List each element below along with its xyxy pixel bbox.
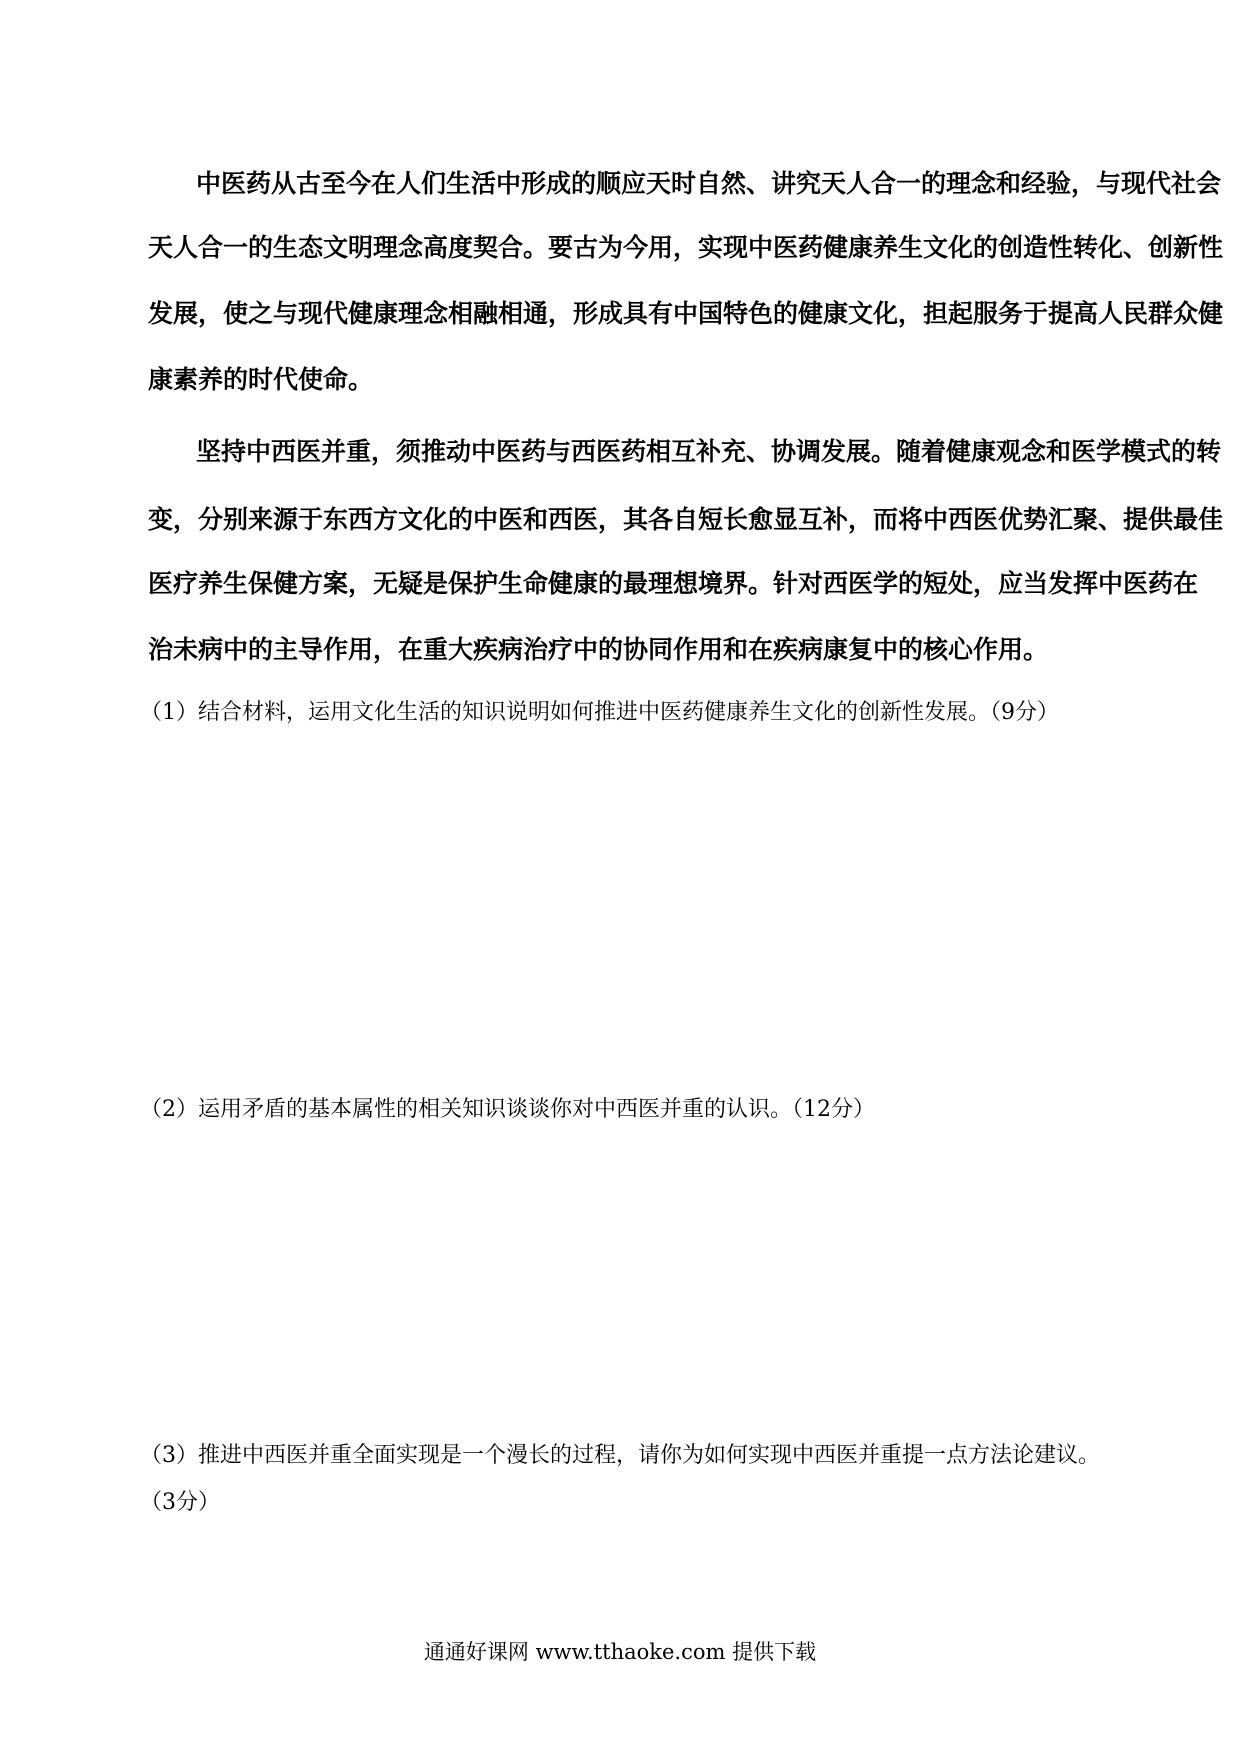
paragraph-line: 康素养的时代使命。 [148, 365, 374, 394]
paragraph-line: 发展，使之与现代健康理念相融相通，形成具有中国特色的健康文化，担起服务于提高人民群众健 [148, 299, 1224, 328]
paragraph-line: 坚持中西医并重，须推动中医药与西医药相互补充、协调发展。随着健康观念和医学模式的转 [196, 437, 1222, 466]
paragraph-line: 中医药从古至今在人们生活中形成的顺应天时自然、讲究天人合一的理念和经验，与现代社会 [196, 169, 1222, 198]
page-footer: 通通好课网 www.tthaoke.com 提供下载 [423, 1640, 817, 1664]
paragraph-line: 医疗养生保健方案，无疑是保护生命健康的最理想境界。针对西医学的短处，应当发挥中医药在 [148, 569, 1199, 598]
question-3-score: （3分） [140, 1490, 220, 1515]
paragraph-line: 治未病中的主导作用，在重大疾病治疗中的协同作用和在疾病康复中的核心作用。 [148, 635, 1049, 664]
paragraph-line: 变，分别来源于东西方文化的中医和西医，其各自短长愈显互补，而将中西医优势汇聚、提供最佳 [148, 505, 1224, 534]
question-3: （3）推进中西医并重全面实现是一个漫长的过程，请你为如何实现中西医并重提一点方法论建议。 [140, 1443, 1101, 1468]
question-2: （2）运用矛盾的基本属性的相关知识谈谈你对中西医并重的认识。（12分） [140, 1097, 875, 1122]
paragraph-line: 天人合一的生态文明理念高度契合。要古为今用，实现中医药健康养生文化的创造性转化、创新性 [148, 233, 1224, 262]
question-1: （1）结合材料，运用文化生活的知识说明如何推进中医药健康养生文化的创新性发展。（9分） [140, 700, 1059, 725]
